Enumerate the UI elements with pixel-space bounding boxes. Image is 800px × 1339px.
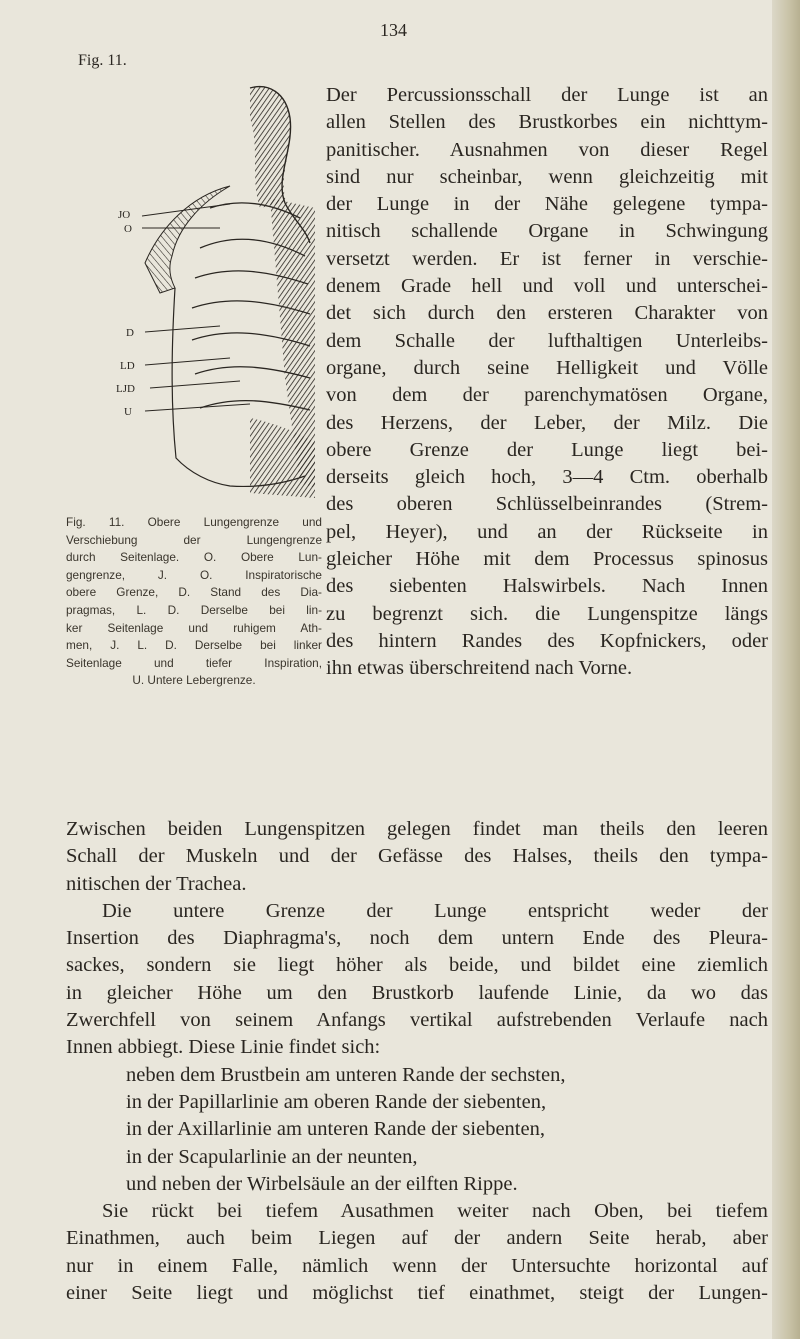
text-line: des Herzens, der Leber, der Milz. Die (326, 411, 768, 434)
page-number: 134 (380, 20, 407, 40)
text-line: ihn etwas überschreitend nach Vorne. (326, 657, 633, 680)
caption-line: Fig. 11. Obere Lungengrenze und (66, 515, 322, 529)
text-line: zu begrenzt sich. die Lungenspitze längs (326, 602, 768, 625)
full-width-text (66, 816, 768, 1307)
anatomical-figure (100, 78, 330, 508)
text-line: und neben der Wirbelsäule an der eilften Rippe. (126, 1172, 518, 1195)
text-line: versetzt werden. Er ist ferner in verschie- (326, 247, 768, 270)
text-line: neben dem Brustbein am unteren Rande der sechsten, (126, 1063, 566, 1086)
text-line: panitischer. Ausnahmen von dieser Regel (326, 138, 768, 161)
text-line: Sie rückt bei tiefem Ausathmen weiter nach Oben, bei tiefem (102, 1200, 768, 1223)
text-line: nitisch schallende Organe in Schwingung (326, 220, 768, 243)
caption-line: Seitenlage und tiefer Inspiration, (66, 655, 322, 670)
text-line: allen Stellen des Brustkorbes ein nichttym- (326, 111, 768, 134)
text-line: in gleicher Höhe um den Brustkorb laufende Linie, da wo das (66, 981, 768, 1004)
marker-lines (142, 204, 250, 411)
mark-jo: JO (118, 209, 131, 221)
caption-line: obere Grenze, D. Stand des Dia- (66, 585, 322, 600)
caption-line: gengrenze, J. O. Inspiratorische (66, 567, 322, 582)
text-line: gleicher Höhe mit dem Processus spinosus (326, 548, 768, 571)
caption-line: men, J. L. D. Derselbe bei linker (66, 638, 322, 653)
text-line: des oberen Schlüsselbeinrandes (Strem- (326, 493, 768, 516)
mark-o: O (124, 223, 132, 235)
caption-line: pragmas, L. D. Derselbe bei lin- (66, 602, 322, 617)
text-line: Zwerchfell von seinem Anfangs vertikal aufstrebenden Verlaufe nach (66, 1009, 768, 1032)
mark-ljd: LJD (116, 383, 135, 395)
neck-hatching (250, 87, 291, 208)
text-line: in der Papillarlinie am oberen Rande der siebenten, (126, 1090, 547, 1113)
text-line: in der Scapularlinie an der neunten, (126, 1145, 418, 1168)
text-line: Innen abbiegt. Diese Linie findet sich: (66, 1036, 381, 1059)
text-line: in der Axillarlinie am unteren Rande der siebenten, (126, 1118, 545, 1141)
caption-line: ker Seitenlage und ruhigem Ath- (66, 620, 322, 635)
text-line: Schall der Muskeln und der Gefässe des Halses, theils den tympa- (66, 845, 768, 868)
caption-line: U. Untere Lebergrenze. (132, 673, 256, 688)
text-line: Der Percussionsschall der Lunge ist an (326, 84, 768, 106)
figure-caption (66, 514, 322, 690)
text-line: Die untere Grenze der Lunge entspricht weder der (102, 899, 768, 922)
text-line: Einathmen, auch beim Liegen auf der andern Seite herab, aber (66, 1227, 768, 1250)
text-line: sackes, sondern sie liegt höher als beide, und bildet eine ziemlich (66, 954, 768, 977)
text-line: denem Grade hell und voll und unterschei- (326, 275, 768, 298)
figure-label: Fig. 11. (78, 52, 127, 69)
text-line: des siebenten Halswirbels. Nach Innen (326, 575, 768, 598)
shoulder-arm (145, 186, 230, 293)
page-edge (772, 0, 800, 1339)
text-line: pel, Heyer), und an der Rückseite in (326, 520, 768, 543)
text-line: obere Grenze der Lunge liegt bei- (326, 438, 768, 461)
mark-u: U (124, 406, 132, 418)
mark-d: D (126, 327, 134, 339)
text-line: einer Seite liegt und möglichst tief einathmet, steigt der Lungen- (66, 1282, 768, 1305)
caption-line: Verschiebung der Lungengrenze (66, 532, 322, 547)
text-line: nur in einem Falle, nämlich wenn der Untersuchte horizontal auf (66, 1254, 768, 1277)
text-line: der Lunge in der Nähe gelegene tympa- (326, 193, 768, 216)
text-line: sind nur scheinbar, wenn gleichzeitig mit (326, 165, 768, 188)
text-line: von dem der parenchymatösen Organe, (326, 384, 768, 407)
right-column-text (326, 82, 768, 683)
text-line: det sich durch den ersteren Charakter von (326, 302, 768, 325)
text-line: dem Schalle der lufthaltigen Unterleibs- (326, 329, 768, 352)
text-line: Insertion des Diaphragma's, noch dem untern Ende des Pleura- (66, 927, 768, 950)
mark-ld: LD (120, 360, 135, 372)
text-line: derseits gleich hoch, 3—4 Ctm. oberhalb (326, 466, 768, 489)
text-line: organe, durch seine Helligkeit und Völle (326, 356, 768, 379)
text-line: Zwischen beiden Lungenspitzen gelegen findet man theils den leeren (66, 818, 768, 840)
text-line: nitischen der Trachea. (66, 872, 247, 895)
text-line: des hintern Randes des Kopfnickers, oder (326, 629, 768, 652)
caption-line: durch Seitenlage. O. Obere Lun- (66, 550, 322, 565)
